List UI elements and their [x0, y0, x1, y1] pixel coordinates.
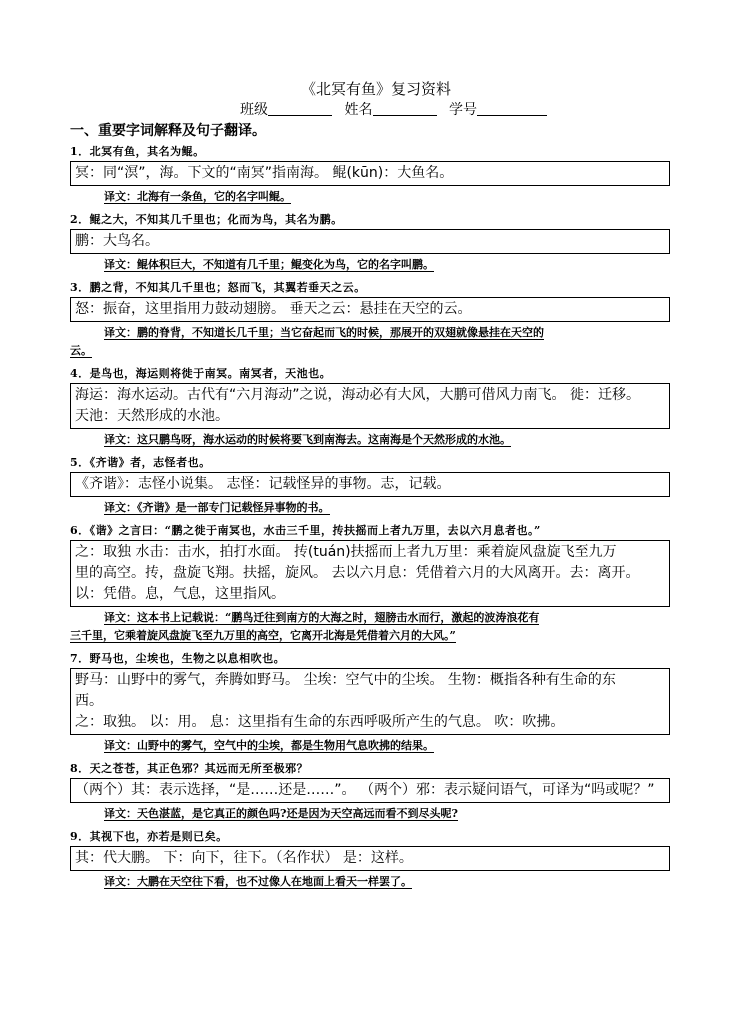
translation-line: 译文：鹏的脊背，不知道长几千里；当它奋起而飞的时候，那展开的双翅就像悬挂在天空的 — [104, 326, 544, 339]
id-label: 学号 — [448, 102, 477, 118]
question-sentence: 9．其视下也，亦若是则已矣。 — [70, 830, 228, 843]
annotation-line: 鹏：大鸟名。 — [75, 233, 159, 249]
translation-line: 译文：山野中的雾气，空气中的尘埃，都是生物用气息吹拂的结果。 — [104, 739, 434, 752]
document-page — [70, 78, 670, 895]
annotation-box — [70, 383, 670, 429]
translation-line: 译文：鲲体积巨大，不知道有几千里；鲲变化为鸟，它的名字叫鹏。 — [104, 258, 434, 271]
annotation-box — [70, 297, 670, 322]
annotation-box — [70, 229, 670, 254]
annotation-box — [70, 668, 670, 735]
translation — [70, 499, 670, 517]
annotation-line: 《齐谐》：志怪小说集。 志怪：记载怪异的事物。志，记载。 — [75, 476, 451, 492]
name-blank[interactable] — [373, 101, 437, 116]
translation-line: 译文：大鹏在天空往下看，也不过像人在地面上看天一样罢了。 — [104, 875, 412, 888]
question-sentence: 8．天之苍苍，其正色邪？其远而无所至极邪？ — [70, 762, 309, 775]
translation-line: 译文：北海有一条鱼，它的名字叫鲲。 — [104, 190, 291, 203]
question-sentence: 2．鲲之大，不知其几千里也；化而为鸟，其名为鹏。 — [70, 213, 343, 226]
translation — [70, 873, 670, 891]
translation-line: 译文：天色湛蓝，是它真正的颜色吗?还是因为天空高远而看不到尽头呢? — [104, 807, 458, 820]
translation — [70, 737, 670, 755]
translation — [70, 805, 670, 823]
name-label: 姓名 — [344, 102, 373, 118]
annotation-box — [70, 540, 670, 607]
translation-line: 三千里，它乘着旋风盘旋飞至九万里的高空，它离开北海是凭借着六月的大风。” — [70, 629, 456, 642]
document-title: 《北冥有鱼》复习资料 — [300, 80, 451, 98]
translation-line: 云。 — [70, 344, 92, 357]
translation-line: 译文：这本书上记载说：“鹏鸟迁往到南方的大海之时，翅膀击水而行，激起的波涛浪花有 — [104, 611, 540, 624]
question-sentence: 3．鹏之背，不知其几千里也；怒而飞，其翼若垂天之云。 — [70, 281, 366, 294]
class-blank[interactable] — [268, 101, 332, 116]
translation — [70, 431, 670, 449]
annotation-box — [70, 472, 670, 497]
annotation-line: 其：代大鹏。 下：向下，往下。（名作状） 是：这样。 — [75, 850, 413, 866]
student-info-line — [125, 100, 670, 120]
annotation-line: 海运：海水运动。古代有“六月海动”之说，海动必有大风，大鹏可借风力南飞。 徙：迁移。 — [75, 387, 640, 403]
annotation-line: 天池：天然形成的水池。 — [75, 408, 229, 424]
annotation-line: 怒：振奋，这里指用力鼓动翅膀。 垂天之云：悬挂在天空的云。 — [75, 301, 472, 317]
annotation-box — [70, 161, 670, 186]
translation-line: 译文：这只鹏鸟呀，海水运动的时候将要飞到南海去。这南海是个天然形成的水池。 — [104, 433, 511, 446]
translation — [70, 188, 670, 206]
annotation-line: 西。 — [75, 693, 103, 709]
annotation-line: 之：取独。 以：用。 息：这里指有生命的东西呼吸所产生的气息。 吹：吹拂。 — [75, 714, 565, 730]
question-list — [70, 142, 670, 891]
translation — [70, 609, 670, 645]
question-sentence: 6．《谐》之言曰：“鹏之徙于南冥也，水击三千里，抟扶摇而上者九万里，去以六月息者也。” — [70, 524, 541, 537]
annotation-line: 里的高空。抟，盘旋飞翔。扶摇，旋风。 去以六月息：凭借着六月的大风离开。去：离开。 — [75, 565, 640, 581]
question-sentence: 5．《齐谐》者，志怪者也。 — [70, 456, 211, 469]
annotation-line: 之：取独 水击：击水，拍打水面。 抟(tuán)扶摇而上者九万里：乘着旋风盘旋飞至九万 — [75, 544, 617, 560]
id-blank[interactable] — [477, 101, 547, 116]
annotation-box — [70, 846, 670, 871]
translation-line: 译文：《齐谐》是一部专门记载怪异事物的书。 — [104, 501, 330, 514]
annotation-box — [70, 778, 670, 803]
section-heading: 一、重要字词解释及句子翻译。 — [70, 123, 266, 139]
annotation-line: （两个）其：表示选择，“是……还是……”。 （两个）邪：表示疑问语气，可译为“吗或呢？” — [75, 782, 655, 798]
question-sentence: 1．北冥有鱼，其名为鲲。 — [70, 145, 205, 158]
annotation-line: 野马：山野中的雾气，奔腾如野马。 尘埃：空气中的尘埃。 生物：概指各种有生命的东 — [75, 672, 616, 688]
question-sentence: 4．是鸟也，海运则将徙于南冥。南冥者，天池也。 — [70, 367, 332, 380]
translation — [70, 256, 670, 274]
question-sentence: 7．野马也，尘埃也，生物之以息相吹也。 — [70, 652, 286, 665]
class-label: 班级 — [240, 102, 269, 118]
annotation-line: 以：凭借。息，气息，这里指风。 — [75, 586, 285, 602]
annotation-line: 冥：同“溟”，海。下文的“南冥”指南海。 鲲(kūn)：大鱼名。 — [75, 165, 454, 181]
translation — [70, 324, 670, 360]
